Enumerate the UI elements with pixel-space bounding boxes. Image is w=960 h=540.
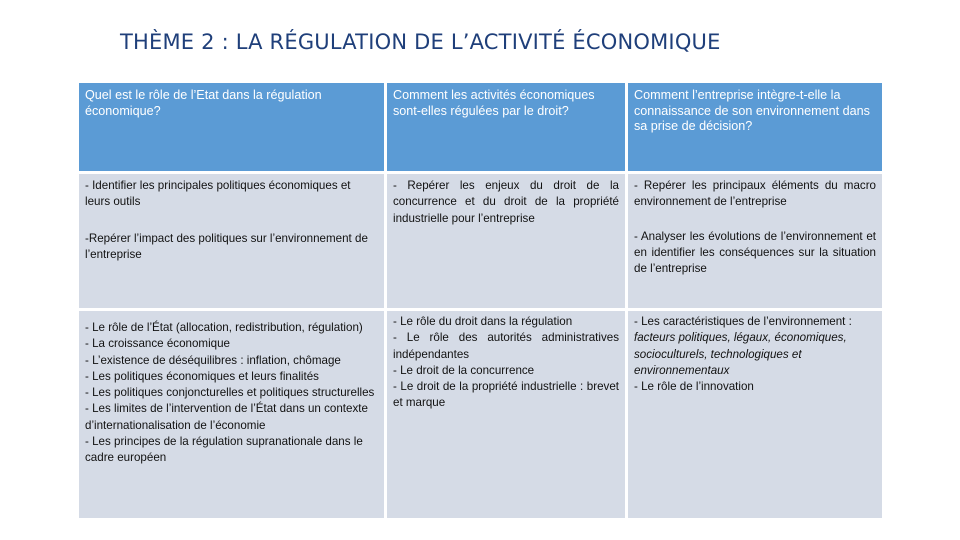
notions-cell-droit (387, 311, 625, 518)
skill-item: - Identifier les principales politiques économiques et leurs outils (85, 179, 351, 209)
skill-item: -Repérer l’impact des politiques sur l’environnement de l’entreprise (85, 231, 368, 261)
notion-item: - L’existence de déséquilibres : inflation, chômage (85, 353, 341, 367)
skills-cell-entreprise (628, 174, 882, 308)
skill-item: - Analyser les évolutions de l’environnement et en identifier les conséquences sur la situation de l’entreprise (634, 229, 876, 276)
notion-item: - Les caractéristiques de l’environnement : (634, 315, 852, 328)
notion-item: - Le droit de la concurrence (393, 363, 535, 377)
notion-item: - Les politiques économiques et leurs finalités (85, 369, 319, 383)
notion-item: - Le droit de la propriété industrielle : brevet et marque (393, 380, 619, 410)
content-table (79, 83, 882, 518)
header-cell-entreprise: Comment l’entreprise intègre-t-elle la connaissance de son environnement dans sa prise de décision? (628, 83, 882, 171)
notion-item-italic: facteurs politiques, légaux, économiques, socioculturels, technologiques et environnementaux (634, 331, 847, 377)
notion-item: - Le rôle des autorités administratives indépendantes (393, 331, 619, 361)
notion-item: - Le rôle du droit dans la régulation (393, 315, 573, 328)
notion-item: - Le rôle de l’État (allocation, redistribution, régulation) (85, 321, 363, 334)
skills-cell-etat (79, 174, 384, 308)
header-cell-etat: Quel est le rôle de l’Etat dans la régulation économique? (79, 83, 384, 171)
skill-item: - Repérer les enjeux du droit de la concurrence et du droit de la propriété industrielle pour l’entreprise (393, 179, 619, 225)
notions-cell-etat (79, 311, 384, 518)
page-title: THÈME 2 : LA RÉGULATION DE L’ACTIVITÉ ÉCONOMIQUE (120, 30, 721, 54)
notion-item: - La croissance économique (85, 337, 231, 351)
skills-cell-droit (387, 174, 625, 308)
header-cell-droit: Comment les activités économiques sont-elles régulées par le droit? (387, 83, 625, 171)
skill-item: - Repérer les principaux éléments du macro environnement de l’entreprise (634, 179, 876, 209)
notion-item: - Les limites de l’intervention de l’État dans un contexte d’internationalisation de l’économie (85, 402, 368, 432)
notion-item: - Le rôle de l’innovation (634, 380, 754, 394)
notions-cell-entreprise (628, 311, 882, 518)
notion-item: - Les politiques conjoncturelles et politiques structurelles (85, 386, 375, 400)
notion-item: - Les principes de la régulation supranationale dans le cadre européen (85, 435, 363, 465)
